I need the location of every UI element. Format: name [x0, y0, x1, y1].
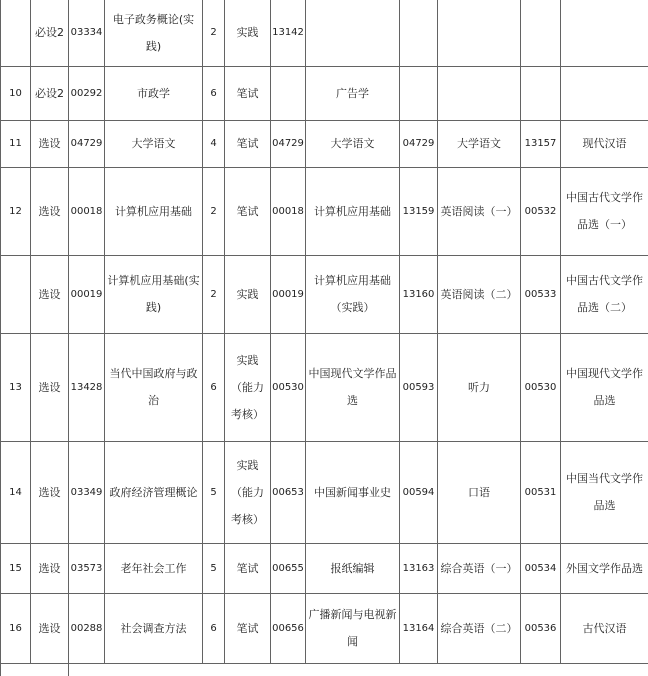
course-type-cell: 选设	[31, 593, 69, 663]
linked-course-name-cell: 报纸编辑	[306, 543, 400, 593]
linked-course-name-cell: 计算机应用基础	[306, 167, 400, 255]
linked-course-code-cell: 00018	[271, 167, 306, 255]
linked-course-name-cell	[306, 0, 400, 66]
exam-method-cell: 笔试	[225, 120, 271, 167]
linked-course-code-cell-2: 13163	[400, 543, 438, 593]
linked-course-name-cell: 广播新闻与电视新闻	[306, 593, 400, 663]
credits-cell: 6	[203, 66, 225, 120]
linked-course-code-cell-3: 00531	[521, 441, 561, 543]
course-table-body	[1, 0, 648, 676]
course-code-cell: 03349	[69, 441, 105, 543]
partial-row-cell	[69, 663, 648, 676]
course-code-cell: 03334	[69, 0, 105, 66]
table-row	[1, 255, 648, 333]
course-code-cell: 13428	[69, 333, 105, 441]
row-number-cell: 12	[1, 167, 31, 255]
exam-method-cell: 笔试	[225, 593, 271, 663]
linked-course-name-cell-3: 外国文学作品选	[561, 543, 648, 593]
linked-course-name-cell-3: 古代汉语	[561, 593, 648, 663]
linked-course-name-cell-3: 中国现代文学作品选	[561, 333, 648, 441]
table-row	[1, 441, 648, 543]
linked-course-code-cell-3: 13157	[521, 120, 561, 167]
linked-course-code-cell-3	[521, 66, 561, 120]
table-row	[1, 120, 648, 167]
exam-method-cell: 实践（能力考核）	[225, 441, 271, 543]
linked-course-code-cell: 00656	[271, 593, 306, 663]
linked-course-code-cell-3: 00533	[521, 255, 561, 333]
course-code-cell: 00019	[69, 255, 105, 333]
linked-course-code-cell-3	[521, 0, 561, 66]
linked-course-name-cell-2: 英语阅读（一）	[438, 167, 521, 255]
linked-course-name-cell-2: 口语	[438, 441, 521, 543]
course-code-cell: 00292	[69, 66, 105, 120]
exam-method-cell: 笔试	[225, 167, 271, 255]
course-type-cell: 选设	[31, 120, 69, 167]
course-code-cell: 00018	[69, 167, 105, 255]
course-name-cell: 大学语文	[105, 120, 203, 167]
linked-course-name-cell: 中国新闻事业史	[306, 441, 400, 543]
credits-cell: 5	[203, 441, 225, 543]
row-number-cell: 11	[1, 120, 31, 167]
course-name-cell: 计算机应用基础(实践)	[105, 255, 203, 333]
row-number-cell	[1, 255, 31, 333]
linked-course-name-cell-3: 现代汉语	[561, 120, 648, 167]
linked-course-code-cell-2: 13160	[400, 255, 438, 333]
linked-course-name-cell: 广告学	[306, 66, 400, 120]
linked-course-name-cell-3: 中国古代文学作品选（二）	[561, 255, 648, 333]
linked-course-code-cell-2: 13164	[400, 593, 438, 663]
course-type-cell: 选设	[31, 167, 69, 255]
credits-cell: 2	[203, 167, 225, 255]
course-code-cell: 04729	[69, 120, 105, 167]
course-type-cell: 选设	[31, 543, 69, 593]
course-type-cell: 必设2	[31, 66, 69, 120]
course-name-cell: 电子政务概论(实践)	[105, 0, 203, 66]
linked-course-name-cell-2: 综合英语（一）	[438, 543, 521, 593]
credits-cell: 2	[203, 255, 225, 333]
linked-course-code-cell: 00019	[271, 255, 306, 333]
linked-course-code-cell: 00653	[271, 441, 306, 543]
course-type-cell: 选设	[31, 441, 69, 543]
linked-course-code-cell-3: 00536	[521, 593, 561, 663]
exam-method-cell: 实践	[225, 0, 271, 66]
course-code-cell: 03573	[69, 543, 105, 593]
credits-cell: 4	[203, 120, 225, 167]
row-number-cell	[1, 0, 31, 66]
linked-course-code-cell-2: 04729	[400, 120, 438, 167]
linked-course-name-cell: 计算机应用基础（实践）	[306, 255, 400, 333]
exam-method-cell: 笔试	[225, 66, 271, 120]
linked-course-name-cell: 大学语文	[306, 120, 400, 167]
linked-course-code-cell-2	[400, 66, 438, 120]
table-row	[1, 167, 648, 255]
linked-course-name-cell-2: 综合英语（二）	[438, 593, 521, 663]
table-row	[1, 66, 648, 120]
table-row	[1, 593, 648, 663]
course-name-cell: 市政学	[105, 66, 203, 120]
row-number-cell: 10	[1, 66, 31, 120]
linked-course-code-cell: 13142	[271, 0, 306, 66]
exam-method-cell: 笔试	[225, 543, 271, 593]
linked-course-code-cell-3: 00530	[521, 333, 561, 441]
row-number-cell: 14	[1, 441, 31, 543]
linked-course-name-cell-3: 中国当代文学作品选	[561, 441, 648, 543]
credits-cell: 2	[203, 0, 225, 66]
table-row	[1, 543, 648, 593]
linked-course-code-cell-3: 00534	[521, 543, 561, 593]
partial-bottom-row	[1, 663, 648, 676]
linked-course-code-cell-2	[400, 0, 438, 66]
course-name-cell: 社会调查方法	[105, 593, 203, 663]
table-row	[1, 333, 648, 441]
linked-course-code-cell: 00530	[271, 333, 306, 441]
linked-course-code-cell: 00655	[271, 543, 306, 593]
partial-row-cell	[1, 663, 69, 676]
linked-course-code-cell-3: 00532	[521, 167, 561, 255]
linked-course-code-cell-2: 00594	[400, 441, 438, 543]
course-type-cell: 选设	[31, 333, 69, 441]
course-type-cell: 必设2	[31, 0, 69, 66]
row-number-cell: 13	[1, 333, 31, 441]
course-name-cell: 政府经济管理概论	[105, 441, 203, 543]
course-name-cell: 当代中国政府与政治	[105, 333, 203, 441]
course-name-cell: 计算机应用基础	[105, 167, 203, 255]
table-row	[1, 0, 648, 66]
linked-course-name-cell-3	[561, 66, 648, 120]
linked-course-name-cell-3	[561, 0, 648, 66]
credits-cell: 6	[203, 333, 225, 441]
linked-course-code-cell: 04729	[271, 120, 306, 167]
course-name-cell: 老年社会工作	[105, 543, 203, 593]
row-number-cell: 15	[1, 543, 31, 593]
credits-cell: 5	[203, 543, 225, 593]
course-type-cell: 选设	[31, 255, 69, 333]
linked-course-name-cell-3: 中国古代文学作品选（一）	[561, 167, 648, 255]
linked-course-code-cell-2: 00593	[400, 333, 438, 441]
linked-course-name-cell-2: 大学语文	[438, 120, 521, 167]
linked-course-code-cell-2: 13159	[400, 167, 438, 255]
linked-course-name-cell-2	[438, 0, 521, 66]
exam-method-cell: 实践	[225, 255, 271, 333]
linked-course-code-cell	[271, 66, 306, 120]
linked-course-name-cell: 中国现代文学作品选	[306, 333, 400, 441]
credits-cell: 6	[203, 593, 225, 663]
row-number-cell: 16	[1, 593, 31, 663]
linked-course-name-cell-2: 听力	[438, 333, 521, 441]
linked-course-name-cell-2	[438, 66, 521, 120]
linked-course-name-cell-2: 英语阅读（二）	[438, 255, 521, 333]
course-code-cell: 00288	[69, 593, 105, 663]
exam-method-cell: 实践（能力考核）	[225, 333, 271, 441]
